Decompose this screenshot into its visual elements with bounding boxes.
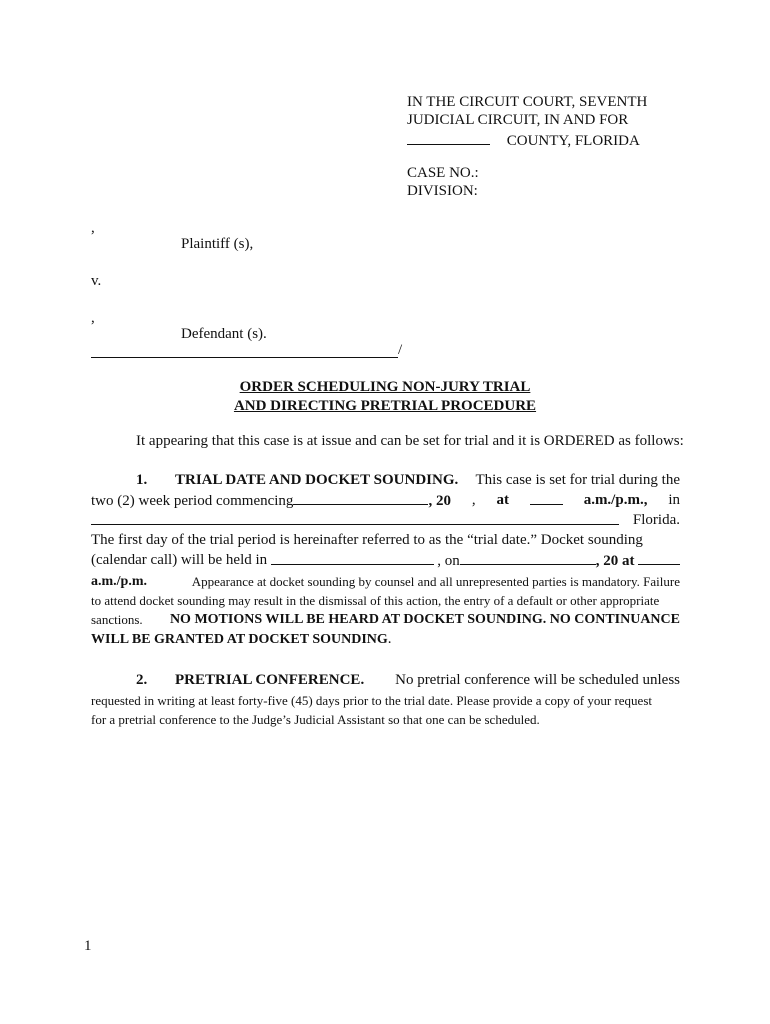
page-number: 1	[84, 938, 92, 954]
trial-period-date-blank[interactable]	[293, 490, 428, 505]
trial-location-blank[interactable]	[91, 510, 619, 525]
plaintiff-comma: ,	[91, 220, 95, 236]
docket-ampm: a.m./p.m.	[91, 574, 147, 589]
court-name-line1: IN THE CIRCUIT COURT, SEVENTH	[407, 94, 648, 110]
section-2-line2	[91, 691, 680, 710]
no-motions-notice: NO MOTIONS WILL BE HEARD AT DOCKET SOUNDING. NO CONTINUANCE	[169, 612, 680, 627]
ampm-text: a.m./p.m.,	[583, 492, 648, 508]
caption-slash: /	[398, 342, 403, 358]
case-number-label: CASE NO.:	[407, 165, 479, 181]
section-2-line3	[91, 710, 680, 729]
versus-label: v.	[91, 273, 102, 289]
section-1-line3	[91, 510, 680, 530]
section-1-line1	[91, 470, 680, 490]
section-1-text-b: two (2) week period commencing	[91, 493, 294, 509]
section-1-line9	[91, 629, 680, 650]
docket-time-blank[interactable]	[638, 550, 680, 565]
section-2-text-a: No pretrial conference will be scheduled unless	[395, 672, 680, 688]
section-1-text-e: Appearance at docket sounding by counsel and all unrepresented parties is mandatory. Failure	[191, 574, 680, 589]
section-1-line7	[91, 591, 680, 610]
at-text: at	[496, 492, 509, 508]
section-1-number: 1.	[136, 472, 148, 488]
intro-paragraph: It appearing that this case is at issue and can be set for trial and it is ORDERED as follows:	[136, 433, 684, 449]
section-2-title: PRETRIAL CONFERENCE.	[175, 672, 365, 688]
section-1-line2	[91, 490, 680, 511]
section-1-text-c: The first day of the trial period is hereinafter referred to as the “trial date.” Docket sounding	[91, 532, 643, 548]
section-2-text-b: requested in writing at least forty-five (45) days prior to the trial date. Please provide a copy of your request	[91, 693, 652, 708]
division-label: DIVISION:	[407, 183, 478, 199]
defendant-comma: ,	[91, 310, 95, 326]
section-1-line8	[91, 610, 680, 629]
florida-text: Florida.	[632, 512, 680, 528]
section-2-line1	[91, 670, 680, 690]
docket-location-blank[interactable]	[271, 550, 434, 565]
in-text: in	[668, 492, 680, 508]
section-1-line6	[91, 572, 680, 591]
section-1-text-f: to attend docket sounding may result in the dismissal of this action, the entry of a default or other appropriate	[91, 593, 660, 608]
county-line	[407, 130, 640, 150]
caption-rule	[91, 357, 398, 358]
year-prefix: , 20	[428, 493, 451, 509]
section-1-line5	[91, 550, 680, 571]
section-2-number: 2.	[136, 672, 148, 688]
defendant-label: Defendant (s).	[181, 326, 267, 342]
comma-text: ,	[471, 492, 476, 508]
order-title-line2: AND DIRECTING PRETRIAL PROCEDURE	[233, 398, 537, 414]
docket-year-at: , 20 at	[595, 553, 635, 569]
final-period: .	[387, 631, 392, 647]
section-1-title: TRIAL DATE AND DOCKET SOUNDING.	[175, 472, 459, 488]
section-1-text-a: This case is set for trial during the	[475, 472, 680, 488]
plaintiff-label: Plaintiff (s),	[181, 236, 254, 252]
section-1-text-d: (calendar call) will be held in	[91, 552, 268, 568]
docket-date-blank[interactable]	[460, 550, 596, 565]
section-2-text-c: for a pretrial conference to the Judge’s Judicial Assistant so that one can be scheduled.	[91, 712, 540, 727]
no-continuance-notice: WILL BE GRANTED AT DOCKET SOUNDING	[91, 632, 388, 647]
section-1-text-g: sanctions.	[91, 612, 143, 627]
county-blank[interactable]	[407, 130, 490, 145]
on-text: , on	[437, 553, 460, 569]
order-title-line1: ORDER SCHEDULING NON-JURY TRIAL	[239, 379, 531, 395]
section-1-line4	[91, 530, 680, 550]
court-name-line2: JUDICIAL CIRCUIT, IN AND FOR	[407, 112, 629, 128]
county-suffix: COUNTY, FLORIDA	[506, 133, 640, 149]
trial-time-blank[interactable]	[530, 490, 563, 505]
